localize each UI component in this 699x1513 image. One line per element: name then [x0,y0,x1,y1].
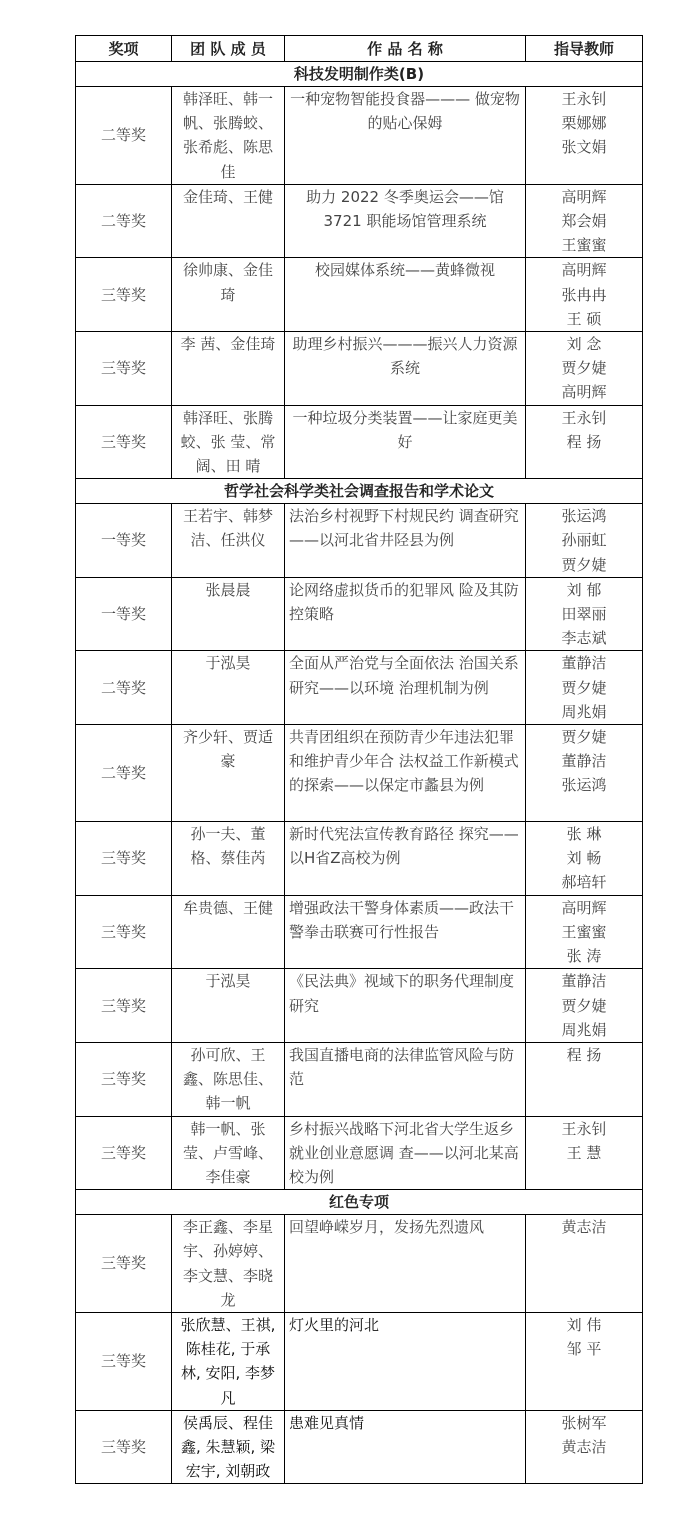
title-cell: 全面从严治党与全面依法 治国关系研究——以环境 治理机制为例 [285,651,526,725]
teacher-cell [526,258,643,332]
teacher-cell [526,1215,643,1313]
teacher-name: 高明辉 [561,187,607,206]
header-row [76,36,643,62]
teacher-name: 王永钊 [561,1119,607,1138]
table-row [76,504,643,578]
award-cell: 二等奖 [76,725,172,822]
teacher-name: 王蜜蜜 [561,922,607,941]
members-cell: 韩泽旺、张腾蛟、张 莹、常 阔、田 晴 [172,405,285,479]
teacher-name: 刘 伟 [566,1315,602,1334]
table-row [76,184,643,258]
teacher-name: 高明辉 [561,261,607,280]
teacher-name: 周兆娟 [561,702,607,721]
table-row [76,895,643,969]
table-row [76,405,643,479]
members-cell: 金佳琦、王健 [172,184,285,258]
teacher-cell [526,332,643,406]
teacher-name: 王蜜蜜 [561,236,607,255]
header-title: 作 品 名 称 [285,36,526,62]
members-cell: 李正鑫、李星宇、孙婷婷、李文慧、李晓龙 [172,1215,285,1313]
title-cell: 增强政法干警身体素质——政法干警拳击联赛可行性报告 [285,895,526,969]
section-row [76,62,643,87]
header-teacher: 指导教师 [526,36,643,62]
header-award: 奖项 [76,36,172,62]
teacher-cell [526,1042,643,1116]
title-cell: 论网络虚拟货币的犯罪风 险及其防控策略 [285,577,526,651]
teacher-cell [526,725,643,822]
members-cell: 侯禹辰、程佳鑫, 朱慧颖, 梁宏宇, 刘朝政 [172,1410,285,1484]
teacher-cell [526,87,643,185]
award-cell: 三等奖 [76,895,172,969]
members-cell: 张晨晨 [172,577,285,651]
teacher-name: 张 涛 [566,947,602,966]
teacher-cell [526,651,643,725]
members-cell: 韩泽旺、韩一帆、张腾蛟、张希彪、陈思佳 [172,87,285,185]
table-row [76,258,643,332]
teacher-name: 董静洁 [561,752,607,771]
teacher-name: 程 扬 [566,1045,602,1064]
award-cell: 三等奖 [76,1042,172,1116]
teacher-cell [526,1410,643,1484]
teacher-name: 刘 郁 [566,580,602,599]
teacher-cell [526,405,643,479]
teacher-name: 李志斌 [561,629,607,648]
table-row [76,1042,643,1116]
teacher-name: 高明辉 [561,383,607,402]
title-cell: 助力 2022 冬季奥运会——馆3721 职能场馆管理系统 [285,184,526,258]
award-cell: 一等奖 [76,577,172,651]
teacher-name: 王 硕 [566,309,602,328]
teacher-name: 邹 平 [566,1340,602,1359]
table-row [76,332,643,406]
members-cell: 牟贵德、王健 [172,895,285,969]
award-cell: 三等奖 [76,258,172,332]
teacher-name: 贾夕婕 [561,359,607,378]
teacher-cell [526,1116,643,1190]
teacher-name: 张运鸿 [561,507,607,526]
teacher-name: 高明辉 [561,898,607,917]
teacher-name: 刘 念 [566,335,602,354]
teacher-cell [526,895,643,969]
teacher-cell [526,969,643,1043]
table-row [76,87,643,185]
award-cell: 三等奖 [76,332,172,406]
members-cell: 孙一夫、董格、蔡佳芮 [172,822,285,896]
members-cell: 于泓昊 [172,651,285,725]
teacher-name: 郝培轩 [561,873,607,892]
teacher-name: 董静洁 [561,972,607,991]
members-cell: 徐帅康、金佳琦 [172,258,285,332]
teacher-name: 张 琳 [566,825,602,844]
teacher-name: 黄志洁 [561,1218,607,1237]
teacher-name: 田翠丽 [561,605,607,624]
title-cell: 一种宠物智能投食器——— 做宠物的贴心保姆 [285,87,526,185]
teacher-name: 王 慧 [566,1143,602,1162]
teacher-name: 张冉冉 [561,285,607,304]
teacher-name: 董静洁 [561,654,607,673]
award-cell: 三等奖 [76,1116,172,1190]
awards-table [75,35,643,1484]
members-cell: 孙可欣、王鑫、陈思佳、韩一帆 [172,1042,285,1116]
title-cell: 灯火里的河北 [285,1312,526,1410]
table-row [76,969,643,1043]
title-cell: 回望峥嵘岁月，发扬先烈遗风 [285,1215,526,1313]
members-cell: 韩一帆、张莹、卢雪峰、李佳豪 [172,1116,285,1190]
teacher-name: 孙丽虹 [561,531,607,550]
award-cell: 二等奖 [76,184,172,258]
title-cell: 校园媒体系统——黄蜂微视 [285,258,526,332]
teacher-cell [526,184,643,258]
title-cell: 法治乡村视野下村规民约 调查研究——以河北省井陉县为例 [285,504,526,578]
teacher-name: 贾夕婕 [561,555,607,574]
section-row [76,479,643,504]
teacher-name: 栗娜娜 [561,114,607,133]
award-cell: 二等奖 [76,87,172,185]
award-cell: 三等奖 [76,405,172,479]
table-row [76,1215,643,1313]
award-cell: 一等奖 [76,504,172,578]
section-title: 科技发明制作类(B) [76,62,643,87]
table-row [76,577,643,651]
teacher-name: 贾夕婕 [561,678,607,697]
table-row [76,1312,643,1410]
table-row [76,1116,643,1190]
members-cell: 王若宇、韩梦洁、任洪仪 [172,504,285,578]
title-cell: 一种垃圾分类装置——让家庭更美好 [285,405,526,479]
teacher-name: 郑会娟 [561,212,607,231]
award-cell: 三等奖 [76,969,172,1043]
teacher-name: 贾夕婕 [561,728,607,747]
teacher-name: 程 扬 [566,432,602,451]
title-cell: 患难见真情 [285,1410,526,1484]
award-cell: 二等奖 [76,651,172,725]
title-cell: 我国直播电商的法律监管风险与防范 [285,1042,526,1116]
title-cell: 乡村振兴战略下河北省大学生返乡就业创业意愿调 查——以河北某高校为例 [285,1116,526,1190]
teacher-name: 刘 畅 [566,849,602,868]
table-row [76,1410,643,1484]
section-row [76,1190,643,1215]
title-cell: 新时代宪法宣传教育路径 探究——以H省Z高校为例 [285,822,526,896]
title-cell: 助理乡村振兴———振兴人力资源系统 [285,332,526,406]
teacher-name: 张运鸿 [561,776,607,795]
table-row [76,725,643,822]
members-cell: 于泓昊 [172,969,285,1043]
teacher-cell [526,577,643,651]
teacher-name: 王永钊 [561,90,607,108]
teacher-name: 张树军 [561,1413,607,1432]
teacher-cell [526,822,643,896]
award-cell: 三等奖 [76,822,172,896]
teacher-cell [526,504,643,578]
table-row [76,651,643,725]
award-cell: 三等奖 [76,1410,172,1484]
teacher-name: 王永钊 [561,408,607,427]
members-cell: 齐少轩、贾适豪 [172,725,285,822]
header-members: 团 队 成 员 [172,36,285,62]
members-cell: 张欣慧、王祺, 陈桂花, 于承林, 安阳, 李梦凡 [172,1312,285,1410]
section-title: 哲学社会科学类社会调查报告和学术论文 [76,479,643,504]
teacher-name: 黄志洁 [561,1437,607,1456]
title-cell: 共青团组织在预防青少年违法犯罪和维护青少年合 法权益工作新模式的探索——以保定市蠡县为例 [285,725,526,822]
members-cell: 李 茜、金佳琦 [172,332,285,406]
teacher-name: 贾夕婕 [561,996,607,1015]
title-cell: 《民法典》视域下的职务代理制度研究 [285,969,526,1043]
table-body [76,62,643,1484]
award-cell: 三等奖 [76,1215,172,1313]
teacher-name: 周兆娟 [561,1020,607,1039]
teacher-cell [526,1312,643,1410]
section-title: 红色专项 [76,1190,643,1215]
table-row [76,822,643,896]
teacher-name: 张文娟 [561,138,607,157]
award-cell: 三等奖 [76,1312,172,1410]
